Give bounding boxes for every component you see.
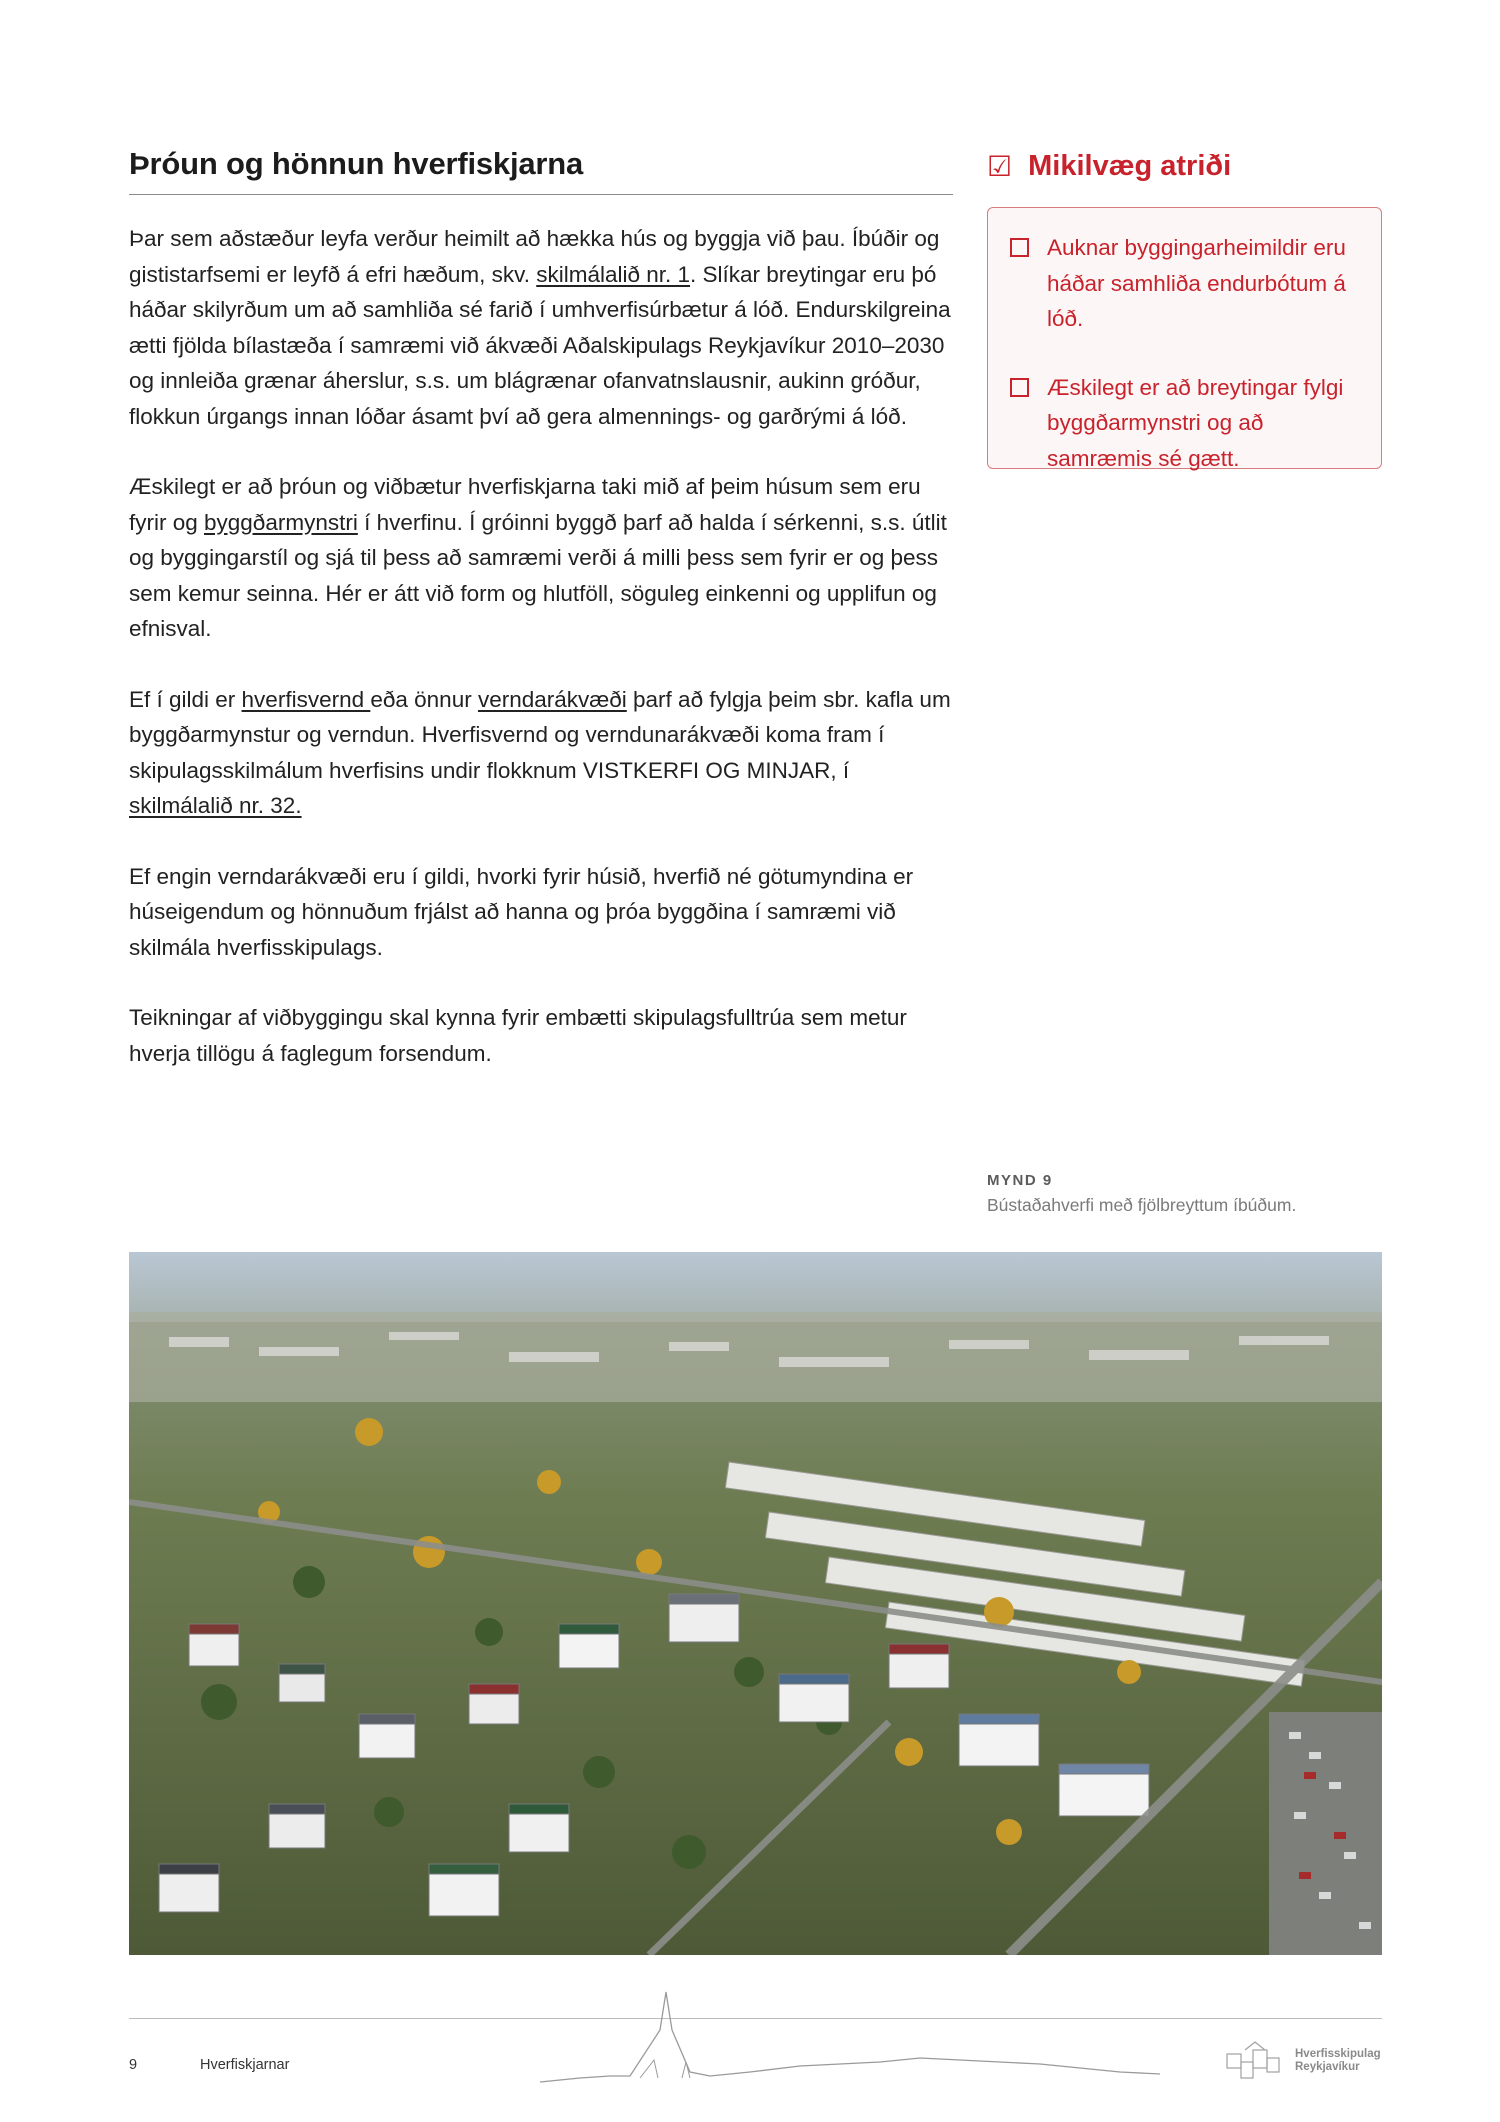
- key-points-box: [987, 207, 1382, 469]
- link-verndarakvaedi[interactable]: verndarákvæði: [477, 686, 627, 712]
- key-points-title: Mikilvæg atriði: [1028, 150, 1232, 182]
- link-hverfisvernd[interactable]: hverfisvernd: [241, 686, 371, 712]
- main-column: [129, 146, 953, 1106]
- paragraph-5: Teikningar af viðbyggingu skal kynna fyrir embætti skipulagsfulltrúa sem metur hverja tillögu á faglegum forsendum.: [129, 1005, 907, 1066]
- link-skilmalalid-32[interactable]: skilmálalið nr. 32.: [129, 793, 302, 818]
- key-points-header: [987, 150, 1382, 183]
- paragraph-2: Æskilegt er að þróun og viðbætur hverfiskjarna taki mið af þeim húsum sem eru fyrir og byggðarmynstri í hverfinu. Í gróinni byggð þarf að halda í sérkenni, s.s. útlit og byggingarstíl og sjá til þess að samræmi verði á milli þess sem fyrir er og þess sem kemur seinna. Hér er átt við form og hlutföll, söguleg einkenni og upplifun og efnisval.: [129, 474, 947, 641]
- section-name: Hverfiskjarnar: [200, 2057, 290, 2073]
- key-point-text: Auknar byggingarheimildir eru háðar samhliða endurbótum á lóð.: [1047, 235, 1346, 331]
- logo: [1225, 2040, 1381, 2082]
- checkbox-checked-icon: ☑: [987, 150, 1013, 182]
- key-point-item: [1010, 370, 1359, 477]
- hverfisskipulag-logo-icon: [1225, 2040, 1289, 2082]
- key-point-text: Æskilegt er að breytingar fylgi byggðarmynstri og að samræmis sé gætt.: [1047, 374, 1344, 471]
- key-point-item: [1010, 230, 1359, 337]
- link-byggdarmynstri[interactable]: byggðarmynstri: [204, 509, 358, 535]
- paragraph-1: Þar sem aðstæður leyfa verður heimilt að hækka hús og byggja við þau. Íbúðir og gististarfsemi er leyfð á efri hæðum, skv. skilmálalið nr. 1. Slíkar breytingar eru þó háðar skilyrðum um að samhliða sé farið í umhverfisúrbætur á lóð. Endurskilgreina ætti fjölda bílastæða í samræmi við ákvæði Aðalskipulags Reykjavíkur 2010–2030 og innleiða grænar áherslur, s.s. um blágrænar ofanvatnslausnir, aukinn gróður, flokkun úrgangs innan lóðar ásamt því að gera almennings- og garðrými á lóð.: [129, 226, 951, 429]
- figure-label: MYND 9: [987, 1172, 1053, 1189]
- aerial-photo-illustration: [129, 1252, 1382, 1955]
- aerial-photo: [129, 1252, 1382, 1955]
- page-number: 9: [129, 2057, 138, 2073]
- city-skyline-icon: [540, 1990, 1160, 2090]
- link-skilmalalid-1[interactable]: skilmálalið nr. 1: [536, 261, 691, 287]
- logo-text: Hverfisskipulag Reykjavíkur: [1295, 2048, 1381, 2073]
- body-text: [129, 221, 953, 1071]
- checkbox-icon: [1010, 378, 1029, 397]
- figure-description: Bústaðahverfi með fjölbreyttum íbúðum.: [987, 1195, 1297, 1215]
- checkbox-icon: [1010, 238, 1029, 257]
- page-title: Þróun og hönnun hverfiskjarna: [129, 146, 953, 195]
- paragraph-4: Ef engin verndarákvæði eru í gildi, hvorki fyrir húsið, hverfið né götumyndina er húseigendum og hönnuðum frjálst að hanna og þróa byggðina í samræmi við skilmála hverfisskipulags.: [129, 863, 914, 960]
- paragraph-3: Ef í gildi er hverfisvernd eða önnur verndarákvæði þarf að fylgja þeim sbr. kafla um byggðarmynstur og verndun. Hverfisvernd og verndunarákvæði koma fram í skipulagsskilmálum hverfisins undir flokknum VISTKERFI OG MINJAR, í skilmálalið nr. 32.: [129, 686, 951, 818]
- figure-caption: [987, 1172, 1387, 1216]
- key-points-panel: [987, 150, 1382, 469]
